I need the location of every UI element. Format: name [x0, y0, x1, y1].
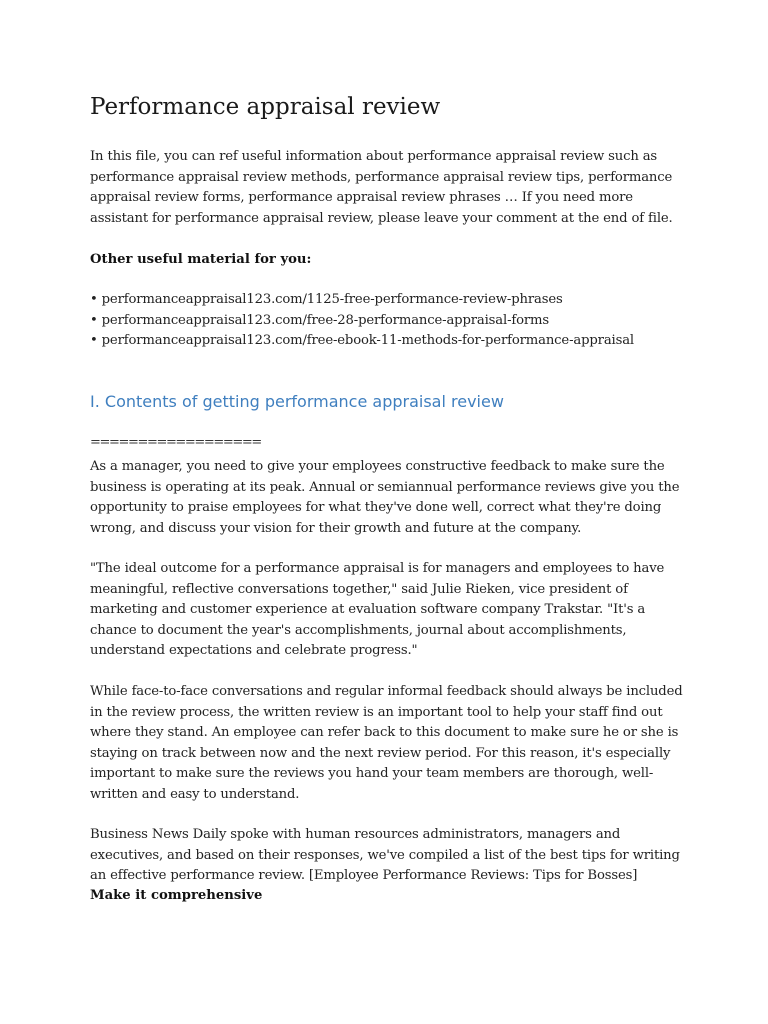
page-title: Performance appraisal review — [90, 94, 441, 120]
link-list — [90, 290, 634, 352]
body-paragraph-1: As a manager, you need to give your employees constructive feedback to make sure the business is operating at its peak. Annual or semiannual performance reviews give you the opportunity to praise employees for what they've done well, correct what they're doing wrong, and discuss your vision for their growth and future at the company. — [90, 459, 680, 536]
intro-paragraph: In this file, you can ref useful information about performance appraisal review such as performance appraisal review methods, performance appraisal review tips, performance appraisal review forms, performance appraisal review phrases … If you need more assistant for performance appraisal review, please leave your comment at the end of file. — [90, 149, 673, 226]
list-item — [90, 331, 634, 352]
make-it-comprehensive-heading: Make it comprehensive — [90, 888, 263, 903]
list-item — [90, 290, 634, 311]
link-appraisal-forms[interactable]: performanceappraisal123.com/free-28-performance-appraisal-forms — [101, 312, 550, 328]
body-paragraph-2: "The ideal outcome for a performance appraisal is for managers and employees to have meaningful, reflective conversations together," said Julie Rieken, vice president of marketing and customer experience at evaluation software company Trakstar. "It's a chance to document the year's accomplishments, journal about accomplishments, understand expectations and celebrate progress." — [90, 561, 665, 659]
bullet-icon: • — [90, 292, 98, 307]
divider-line: ================== — [90, 435, 261, 450]
section-heading: I. Contents of getting performance appraisal review — [90, 392, 504, 411]
link-ebook-methods[interactable]: performanceappraisal123.com/free-ebook-11-methods-for-performance-appraisal — [101, 333, 635, 349]
list-item — [90, 311, 634, 332]
bullet-icon: • — [90, 312, 98, 328]
link-review-phrases[interactable]: performanceappraisal123.com/1125-free-performance-review-phrases — [101, 292, 563, 307]
body-paragraph-4: Business News Daily spoke with human resources administrators, managers and executives, and based on their responses, we've compiled a list of the best tips for writing an effective performance review. [Employee Performance Reviews: Tips for Bosses] — [90, 827, 680, 884]
bullet-icon: • — [90, 333, 98, 349]
body-paragraph-3: While face-to-face conversations and regular informal feedback should always be included in the review process, the written review is an important tool to help your staff find out where they stand. An employee can refer back to this document to make sure he or she is staying on track between now and the next review period. For this reason, it's especially important to make sure the reviews you hand your team members are thorough, well-written and easy to understand. — [90, 684, 683, 802]
other-material-heading: Other useful material for you: — [90, 252, 312, 267]
